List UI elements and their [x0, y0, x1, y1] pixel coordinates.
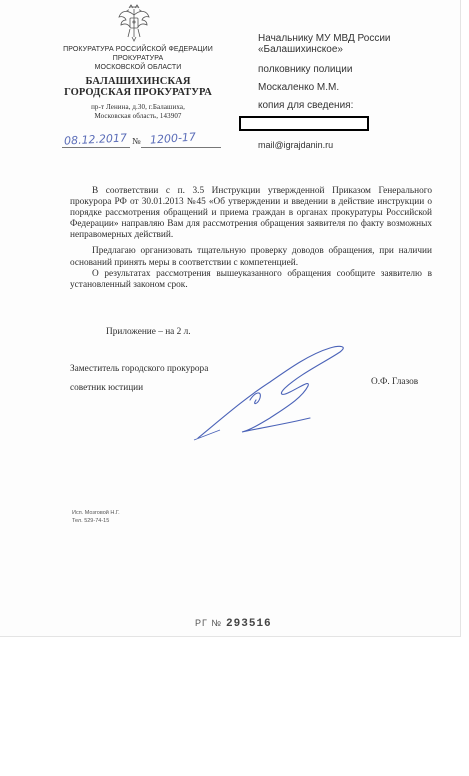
addressee-name: Москаленко М.М.: [258, 82, 340, 93]
serial-label: РГ №: [195, 618, 223, 628]
org-line: ПРОКУРАТУРА РОССИЙСКОЙ ФЕДЕРАЦИИ: [63, 46, 213, 53]
office-name: [48, 76, 228, 98]
signer-name: О.Ф. Глазов: [371, 377, 419, 387]
addressee-rank: полковнику полиции: [258, 64, 353, 75]
executor-name: Исп. Мозговой Н.Г.: [72, 510, 120, 516]
attachment-note: Приложение – на 2 л.: [106, 327, 191, 337]
office-address: [48, 103, 228, 121]
executor-info: [72, 509, 120, 525]
copy-email: mail@igrajdanin.ru: [258, 140, 334, 150]
organization-header: [48, 45, 228, 72]
handwritten-date: 08.12.2017: [63, 131, 128, 148]
body-paragraph: В соответствии с п. 3.5 Инструкции утвержденной Приказом Генерального прокурора РФ от 30.01.2013 №45 «Об утверждении и введении в действие инструкции о порядке рассмотрения обращений и приема граждан в органах прокуратуры Российской Федерации» направляю Вам для рассмотрения обращения заявителя по факту возможных неправомерных действий.: [70, 186, 432, 241]
body-paragraph: Предлагаю организовать тщательную проверку доводов обращения, при наличии оснований принять меры в соответствии с компетенцией.: [70, 246, 432, 268]
date-underline: [62, 147, 130, 148]
handwritten-signature: [190, 340, 355, 445]
number-underline: [141, 147, 221, 148]
org-line: МОСКОВСКОЙ ОБЛАСТИ: [94, 64, 182, 71]
address-line: Московская область, 143907: [94, 112, 182, 120]
redacted-box: [239, 116, 369, 131]
office-line: БАЛАШИХИНСКАЯ: [85, 76, 191, 87]
signer-title: Заместитель городского прокурора: [70, 364, 209, 374]
number-sign: №: [132, 136, 141, 146]
handwritten-number: 1200-17: [149, 130, 197, 147]
body-paragraph: О результатах рассмотрения вышеуказанного обращения сообщите заявителю в установленный законом срок.: [70, 268, 432, 290]
executor-phone: Тел. 529-74-15: [72, 518, 110, 524]
org-line: ПРОКУРАТУРА: [112, 55, 164, 62]
russian-coat-of-arms-icon: [117, 3, 151, 43]
serial-number: 293516: [226, 618, 272, 630]
addressee-line-2: «Балашихинское»: [258, 44, 343, 55]
addressee-line-1: Начальнику МУ МВД России: [258, 33, 391, 44]
signer-rank: советник юстиции: [70, 383, 144, 393]
letter-body: [70, 186, 432, 291]
serial-block: [195, 613, 272, 631]
address-line: пр-т Ленина, д.30, г.Балашиха,: [91, 103, 185, 111]
copy-label: копия для сведения:: [258, 100, 354, 111]
office-line: ГОРОДСКАЯ ПРОКУРАТУРА: [64, 87, 212, 98]
